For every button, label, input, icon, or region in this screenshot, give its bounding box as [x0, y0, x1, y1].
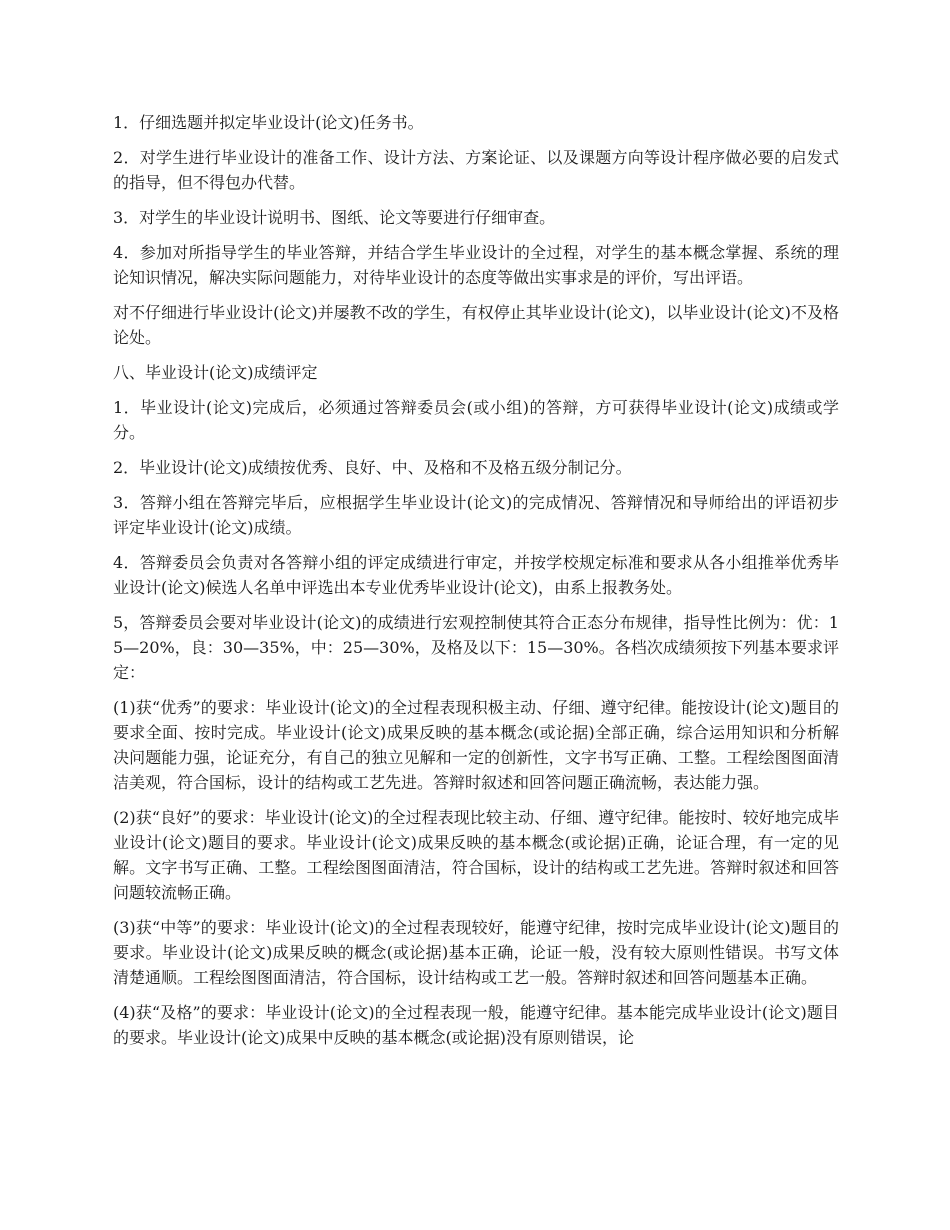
paragraph-defense-participation: 4．参加对所指导学生的毕业答辩，并结合学生毕业设计的全过程，对学生的基本概念掌握、系统的理论知识情况，解决实际问题能力，对待毕业设计的态度等做出实事求是的评价，写出评语。: [113, 243, 839, 287]
paragraph-medium: (3)获“中等”的要求：毕业设计(论文)的全过程表现较好，能遵守纪律，按时完成毕业设计(论文)题目的要求。毕业设计(论文)成果反映的概念(或论据)基本正确，论证一般，没有较大原则性错误。书写文体清楚通顺。工程绘图图面清洁，符合国标，设计结构或工艺一般。答辩时叙述和回答问题基本正确。: [113, 918, 839, 987]
section-heading-grading: 八、毕业设计(论文)成绩评定: [113, 363, 318, 382]
paragraph-grading-3: 3．答辩小组在答辩完毕后，应根据学生毕业设计(论文)的完成情况、答辩情况和导师给出的评语初步评定毕业设计(论文)成绩。: [113, 493, 839, 537]
paragraph-review: 3．对学生的毕业设计说明书、图纸、论文等要进行仔细审查。: [113, 208, 556, 227]
paragraph-good: (2)获“良好”的要求：毕业设计(论文)的全过程表现比较主动、仔细、遵守纪律。能按时、较好地完成毕业设计(论文)题目的要求。毕业设计(论文)成果反映的基本概念(或论据)正确，论证合理，有一定的见解。文字书写正确、工整。工程绘图图面清洁，符合国标，设计的结构或工艺先进。答辩时叙述和回答问题较流畅正确。: [113, 808, 839, 902]
paragraph-task-book: 1．仔细选题并拟定毕业设计(论文)任务书。: [113, 113, 424, 132]
paragraph-guidance: 2．对学生进行毕业设计的准备工作、设计方法、方案论证、以及课题方向等设计程序做必要的启发式的指导，但不得包办代替。: [113, 148, 839, 192]
paragraph-excellent: (1)获“优秀”的要求：毕业设计(论文)的全过程表现积极主动、仔细、遵守纪律。能按设计(论文)题目的要求全面、按时完成。毕业设计(论文)成果反映的基本概念(或论据)全部正确，综合运用知识和分析解决问题能力强，论证充分，有自己的独立见解和一定的创新性，文字书写正确、工整。工程绘图图面清洁美观，符合国标，设计的结构或工艺先进。答辩时叙述和回答问题正确流畅，表达能力强。: [113, 698, 839, 792]
paragraph-grading-4: 4．答辩委员会负责对各答辩小组的评定成绩进行审定，并按学校规定标准和要求从各小组推举优秀毕业设计(论文)候选人名单中评选出本专业优秀毕业设计(论文)，由系上报教务处。: [113, 553, 839, 597]
document-page: [113, 110, 839, 1060]
paragraph-pass: (4)获“及格”的要求：毕业设计(论文)的全过程表现一般，能遵守纪律。基本能完成毕业设计(论文)题目的要求。毕业设计(论文)成果中反映的基本概念(或论据)没有原则错误，论: [113, 1003, 839, 1047]
paragraph-grading-5: 5，答辩委员会要对毕业设计(论文)的成绩进行宏观控制使其符合正态分布规律，指导性比例为：优：15—20%，良：30—35%，中：25—30%，及格及以下：15—30%。各档次成绩须按下列基本要求评定：: [113, 613, 839, 682]
paragraph-penalty: 对不仔细进行毕业设计(论文)并屡教不改的学生，有权停止其毕业设计(论文)，以毕业设计(论文)不及格论处。: [113, 303, 839, 347]
paragraph-grading-1: 1．毕业设计(论文)完成后，必须通过答辩委员会(或小组)的答辩，方可获得毕业设计(论文)成绩或学分。: [113, 398, 839, 442]
paragraph-grading-2: 2．毕业设计(论文)成绩按优秀、良好、中、及格和不及格五级分制记分。: [113, 458, 632, 477]
